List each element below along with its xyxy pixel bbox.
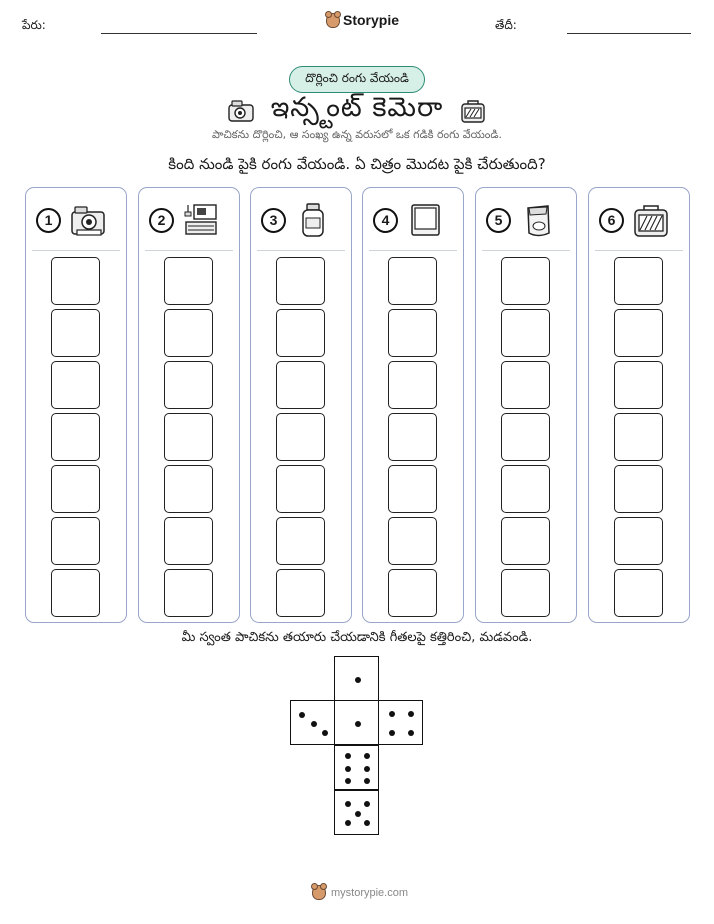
column-header	[261, 202, 332, 238]
pip	[345, 753, 351, 759]
footer-url[interactable]: mystorypie.com	[331, 886, 409, 899]
color-cell[interactable]	[388, 309, 437, 357]
color-cell[interactable]	[276, 413, 325, 461]
color-cell[interactable]	[276, 517, 325, 565]
pip	[364, 778, 370, 784]
date-label: తేదీ:	[495, 18, 517, 32]
color-cell[interactable]	[388, 465, 437, 513]
color-cell[interactable]	[614, 361, 663, 409]
brand-name: Storypie	[343, 12, 400, 28]
color-cell[interactable]	[51, 361, 100, 409]
pip	[299, 712, 305, 718]
footer	[312, 885, 408, 900]
bear-icon	[326, 13, 340, 28]
color-cell[interactable]	[614, 257, 663, 305]
bear-icon	[312, 885, 326, 900]
color-cell[interactable]	[51, 465, 100, 513]
color-cell[interactable]	[614, 465, 663, 513]
column-6	[588, 187, 690, 623]
color-cell[interactable]	[388, 413, 437, 461]
photo-printer-icon	[182, 202, 220, 238]
pip	[311, 721, 317, 727]
photo-pouch-icon	[519, 202, 557, 238]
divider	[32, 250, 120, 251]
pip	[364, 820, 370, 826]
color-cell[interactable]	[276, 361, 325, 409]
camera-case-icon	[632, 202, 670, 238]
color-cell[interactable]	[501, 257, 550, 305]
camera-case-icon	[459, 98, 487, 124]
color-cell[interactable]	[501, 517, 550, 565]
film-bottle-icon	[294, 202, 332, 238]
pip	[408, 711, 414, 717]
divider	[482, 250, 570, 251]
column-number: 6	[599, 208, 624, 233]
column-3	[250, 187, 352, 623]
column-number: 2	[149, 208, 174, 233]
color-cell[interactable]	[614, 517, 663, 565]
photo-frame-icon	[406, 202, 444, 238]
divider	[369, 250, 457, 251]
color-cell[interactable]	[388, 569, 437, 617]
color-cell[interactable]	[388, 361, 437, 409]
pip	[345, 820, 351, 826]
instant-camera-icon	[69, 202, 107, 238]
pip	[345, 778, 351, 784]
color-cell[interactable]	[164, 569, 213, 617]
color-cell[interactable]	[276, 257, 325, 305]
color-cell[interactable]	[501, 569, 550, 617]
color-cell[interactable]	[51, 413, 100, 461]
pip	[408, 730, 414, 736]
column-2	[138, 187, 240, 623]
name-line[interactable]	[101, 33, 257, 34]
name-label: పేరు:	[22, 18, 46, 32]
color-cell[interactable]	[276, 309, 325, 357]
pip	[355, 677, 361, 683]
column-number: 5	[486, 208, 511, 233]
color-cell[interactable]	[164, 361, 213, 409]
color-cell[interactable]	[164, 309, 213, 357]
color-cell[interactable]	[614, 413, 663, 461]
column-number: 4	[373, 208, 398, 233]
dice-face-4	[378, 700, 423, 745]
color-cell[interactable]	[501, 413, 550, 461]
color-cell[interactable]	[164, 465, 213, 513]
color-cell[interactable]	[164, 413, 213, 461]
pip	[345, 801, 351, 807]
pip	[355, 811, 361, 817]
dice-face-1	[334, 700, 379, 745]
dice-face-3	[290, 700, 335, 745]
color-cell[interactable]	[51, 309, 100, 357]
column-5	[475, 187, 577, 623]
pip	[364, 766, 370, 772]
question-text: కింది నుండి పైకి రంగు వేయండి. ఏ చిత్రం మొదట పైకి చేరుతుంది?	[168, 155, 546, 173]
dice-face-6	[334, 745, 379, 790]
column-header	[36, 202, 107, 238]
column-header	[599, 202, 670, 238]
column-header	[486, 202, 557, 238]
brand-logo	[326, 12, 399, 28]
color-cell[interactable]	[388, 517, 437, 565]
color-cell[interactable]	[501, 309, 550, 357]
color-cell[interactable]	[276, 465, 325, 513]
color-cell[interactable]	[388, 257, 437, 305]
color-cell[interactable]	[51, 257, 100, 305]
cut-instruction: మీ స్వంత పాచికను తయారు చేయడానికి గీతలపై కత్తిరించి, మడవండి.	[181, 630, 533, 645]
color-cell[interactable]	[501, 361, 550, 409]
roll-and-color-pill: దొర్లించి రంగు వేయండి	[289, 66, 425, 93]
pip	[389, 730, 395, 736]
instant-camera-icon	[227, 98, 255, 124]
color-cell[interactable]	[614, 569, 663, 617]
color-cell[interactable]	[501, 465, 550, 513]
color-cell[interactable]	[276, 569, 325, 617]
column-header	[373, 202, 444, 238]
date-line[interactable]	[567, 33, 691, 34]
dice-face-5	[334, 790, 379, 835]
divider	[257, 250, 345, 251]
color-cell[interactable]	[164, 517, 213, 565]
color-cell[interactable]	[51, 517, 100, 565]
divider	[145, 250, 233, 251]
color-cell[interactable]	[164, 257, 213, 305]
pip	[355, 721, 361, 727]
page-title: ఇన్స్టంట్ కెమెరా	[270, 92, 444, 123]
pip	[364, 753, 370, 759]
pip	[345, 766, 351, 772]
subtitle: పాచికను దొర్లించి, ఆ సంఖ్య ఉన్న వరుసలో ఒక గడికి రంగు వేయండి.	[212, 128, 502, 141]
color-cell[interactable]	[51, 569, 100, 617]
column-1	[25, 187, 127, 623]
column-number: 3	[261, 208, 286, 233]
pip	[389, 711, 395, 717]
dice-face-1	[334, 656, 379, 701]
column-header	[149, 202, 220, 238]
divider	[595, 250, 683, 251]
pip	[322, 730, 328, 736]
pip	[364, 801, 370, 807]
column-4	[362, 187, 464, 623]
color-cell[interactable]	[614, 309, 663, 357]
column-number: 1	[36, 208, 61, 233]
